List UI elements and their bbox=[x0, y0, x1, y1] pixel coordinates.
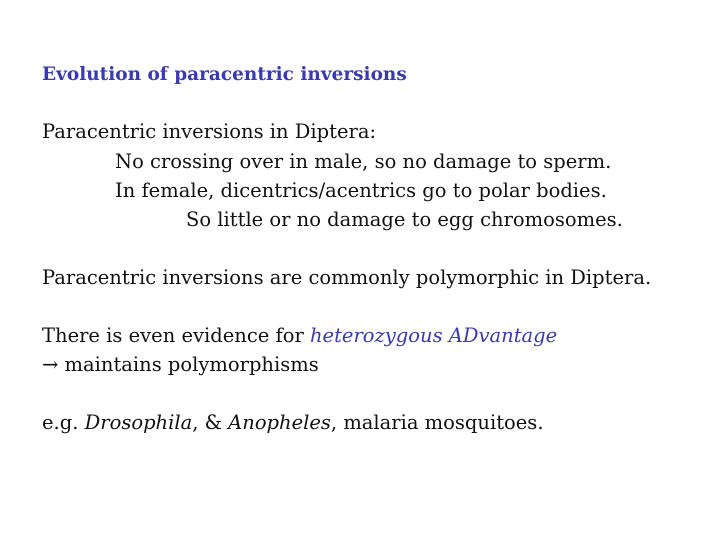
arrow-icon: → bbox=[42, 353, 59, 376]
slide-title: Evolution of paracentric inversions bbox=[42, 64, 407, 85]
example-genus-drosophila: Drosophila bbox=[84, 411, 193, 434]
diptera-heading: Paracentric inversions in Diptera: bbox=[42, 120, 377, 143]
egg-point: So little or no damage to egg chromosomes. bbox=[186, 208, 623, 231]
evidence-line bbox=[42, 323, 557, 349]
evidence-prefix: There is even evidence for bbox=[42, 324, 310, 347]
polymorphic-statement: Paracentric inversions are commonly polymorphic in Diptera. bbox=[42, 266, 652, 289]
evidence-term: heterozygous ADvantage bbox=[309, 324, 558, 347]
male-point: No crossing over in male, so no damage to sperm. bbox=[115, 150, 612, 173]
example-line bbox=[42, 410, 544, 436]
example-prefix: e.g. bbox=[42, 411, 85, 434]
example-separator: , & bbox=[192, 411, 229, 434]
example-suffix: , malaria mosquitoes. bbox=[330, 411, 544, 434]
maintains-line bbox=[42, 352, 319, 378]
female-point: In female, dicentrics/acentrics go to polar bodies. bbox=[115, 179, 607, 202]
maintains-text: maintains polymorphisms bbox=[58, 353, 319, 376]
example-genus-anopheles: Anopheles bbox=[228, 411, 331, 434]
